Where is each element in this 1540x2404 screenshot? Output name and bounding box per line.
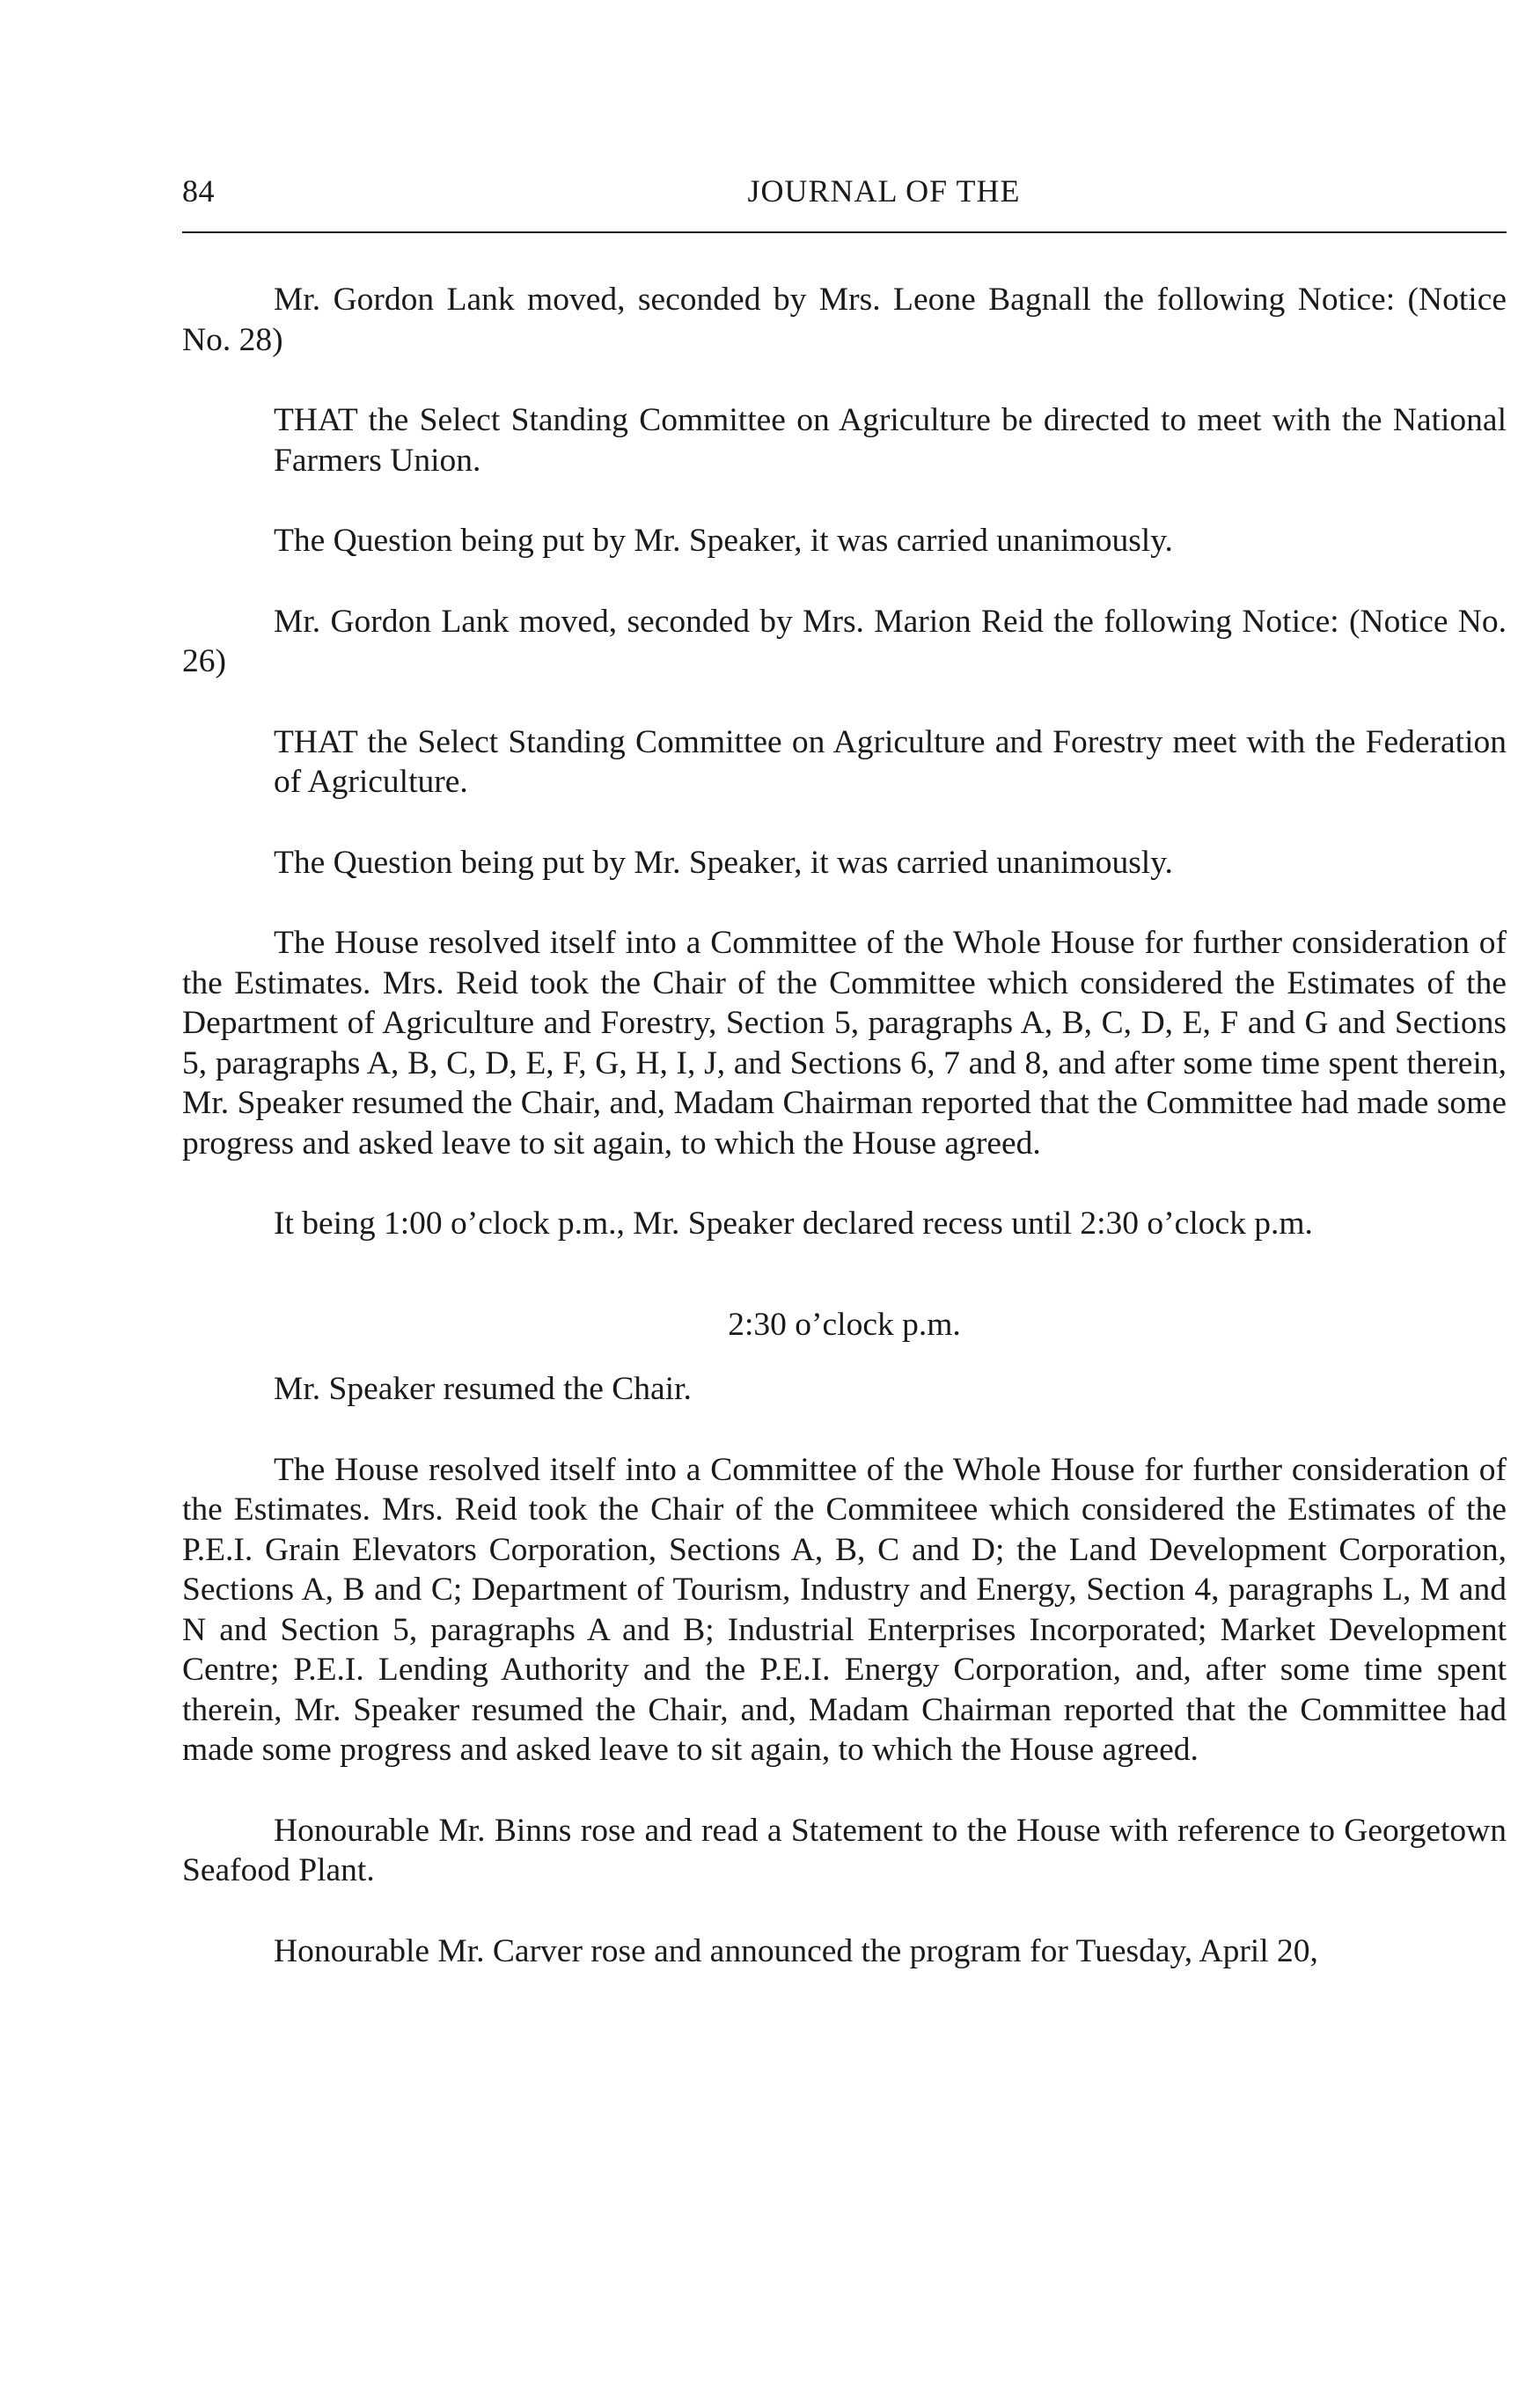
page-number: 84 bbox=[182, 173, 215, 209]
notice-text: THAT the Select Standing Committee on Agriculture and Forestry meet with the Federation of Agriculture. bbox=[274, 723, 1507, 800]
recess-paragraph: It being 1:00 o’clock p.m., Mr. Speaker declared recess until 2:30 o’clock p.m. bbox=[274, 1206, 1313, 1242]
question-paragraph: The Question being put by Mr. Speaker, it was carried unanimously. bbox=[274, 523, 1173, 559]
motion-paragraph: Mr. Gordon Lank moved, seconded by Mrs. Leone Bagnall the following Notice: (Notice No. 28) bbox=[182, 282, 1507, 358]
committee-paragraph: The House resolved itself into a Committee of the Whole House for further consideration of the Estimates. Mrs. Reid took the Chair of the Committee which considered the Estimates of the Department of Agriculture and Forestry, Section 5, paragraphs A, B, C, D, E, F and G and Sections 5, paragraphs A, B, C, D, E, F, G, H, I, J, and Sections 6, 7 and 8, and after some time spent therein, Mr. Speaker resumed the Chair, and, Madam Chairman reported that the Committee had made some progress and asked leave to sit again, to which the House agreed. bbox=[182, 925, 1507, 1162]
session-time-heading: 2:30 o’clock p.m. bbox=[728, 1306, 961, 1343]
statement-paragraph: Honourable Mr. Binns rose and read a Statement to the House with reference to Georgetown Seafood Plant. bbox=[182, 1812, 1507, 1888]
header-rule bbox=[182, 231, 1507, 233]
journal-body bbox=[182, 280, 1507, 1971]
running-head: JOURNAL OF THE bbox=[747, 173, 1021, 209]
notice-text: THAT the Select Standing Committee on Agriculture be directed to meet with the National Farmers Union. bbox=[274, 402, 1507, 479]
committee-paragraph: The House resolved itself into a Committee of the Whole House for further consideration of the Estimates. Mrs. Reid took the Chair of the Commiteee which considered the Estimates of the P.E.I. Grain Elevators Corporation, Sections A, B, C and D; the Land Development Corporation, Sections A, B and C; Department of Tourism, Industry and Energy, Section 4, paragraphs L, M and N and Section 5, paragraphs A and B; Industrial Enterprises Incorporated; Market Development Centre; P.E.I. Lending Authority and the P.E.I. Energy Corporation, and, after some time spent therein, Mr. Speaker resumed the Chair, and, Madam Chairman reported that the Committee had made some progress and asked leave to sit again, to which the House agreed. bbox=[182, 1451, 1507, 1768]
question-paragraph: The Question being put by Mr. Speaker, it was carried unanimously. bbox=[274, 844, 1173, 881]
motion-paragraph: Mr. Gordon Lank moved, seconded by Mrs. Marion Reid the following Notice: (Notice No. 26) bbox=[182, 603, 1507, 679]
resumed-paragraph: Mr. Speaker resumed the Chair. bbox=[274, 1371, 692, 1407]
program-paragraph: Honourable Mr. Carver rose and announced the program for Tuesday, April 20, bbox=[274, 1932, 1318, 1969]
page-header bbox=[182, 169, 1507, 213]
